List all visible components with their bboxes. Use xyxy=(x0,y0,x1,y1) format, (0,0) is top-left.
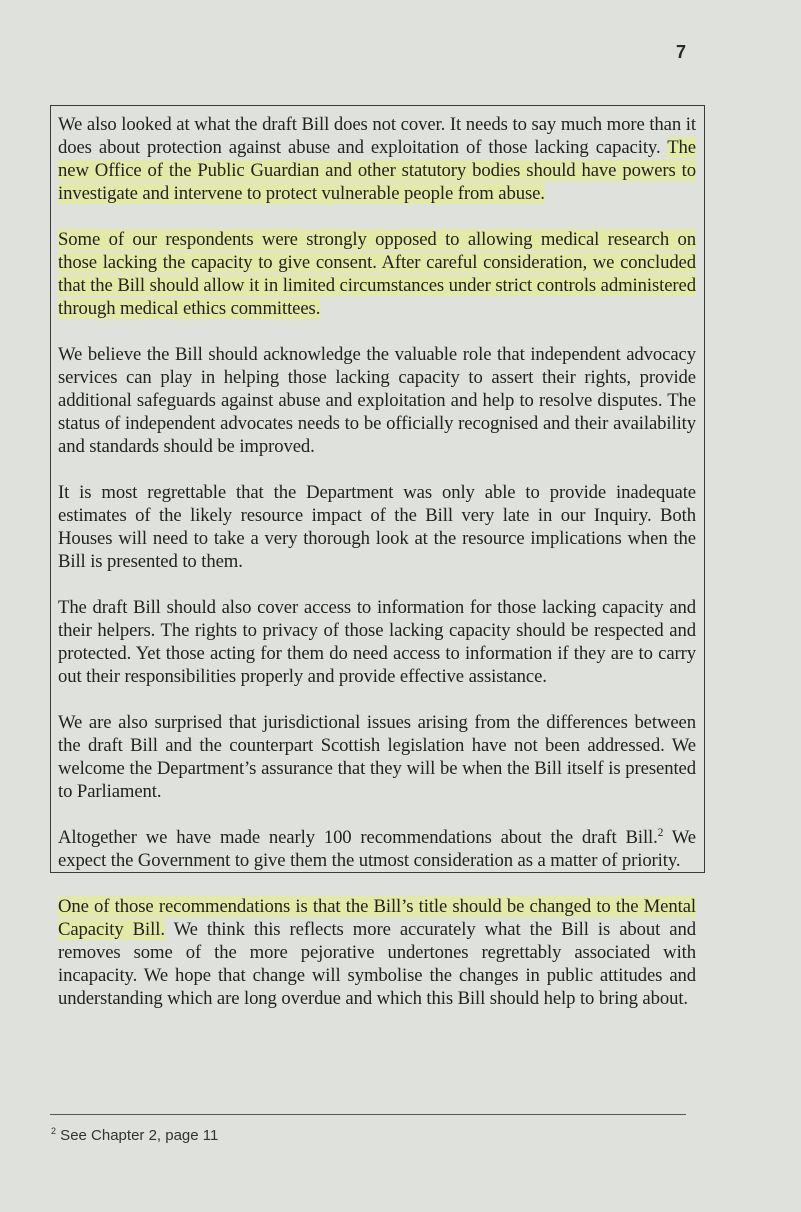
highlighted-text: The new Office of the Public Guardian and other statutory bodies should have powers to investigate and intervene to protect vulnerable people from abuse. xyxy=(58,137,696,204)
paragraph-bill-title xyxy=(58,895,696,1010)
footnote xyxy=(51,1127,218,1144)
footnote-divider xyxy=(50,1114,686,1115)
paragraph-resources: It is most regrettable that the Department was only able to provide inadequate estimates of the likely resource impact of the Bill very late in our Inquiry. Both Houses will need to take a very thorough look at the resource implications when the Bill is presented to them. xyxy=(58,482,696,572)
footnote-marker: 2 xyxy=(51,1126,57,1136)
paragraph-text: We also looked at what the draft Bill does not cover. It needs to say much more than it does about protection against abuse and exploitation of those lacking capacity. xyxy=(58,114,696,158)
paragraph-advocacy: We believe the Bill should acknowledge the valuable role that independent advocacy services can play in helping those lacking capacity to assert their rights, provide additional safeguards against abuse and exploitation and help to resolve disputes. The status of independent advocates needs to be officially recognised and their availability and standards should be improved. xyxy=(58,344,696,457)
paragraph-text: We think this reflects more accurately what the Bill is about and removes some of the more pejorative undertones regrettably associated with incapacity. We hope that change will symbolise the changes in public attitudes and understanding which are long overdue and which this Bill should help to bring about. xyxy=(58,919,696,1009)
paragraph-information-access: The draft Bill should also cover access to information for those lacking capacity and their helpers. The rights to privacy of those lacking capacity should be respected and protected. Yet those acting for them do need access to information if they are to carry out their responsibilities properly and provide effective assistance. xyxy=(58,597,696,687)
paragraph-medical-research xyxy=(58,228,696,320)
paragraph-text: We expect the Government to give them the utmost consideration as a matter of priority. xyxy=(58,827,696,871)
highlighted-text: Some of our respondents were strongly opposed to allowing medical research on those lacking the capacity to give consent. After careful consideration, we concluded that the Bill should allow it in limited circumstances under strict controls administered through medical ethics committees. xyxy=(58,229,696,319)
paragraph-jurisdiction: We are also surprised that jurisdictional issues arising from the differences between the draft Bill and the counterpart Scottish legislation have not been addressed. We welcome the Department’s assurance that they will be when the Bill itself is presented to Parliament. xyxy=(58,712,696,802)
footnote-reference[interactable]: 2 xyxy=(657,826,664,839)
highlighted-text: One of those recommendations is that the Bill’s title should be changed to the Mental Capacity Bill. xyxy=(58,896,696,940)
paragraph-recommendations xyxy=(58,826,696,872)
paragraph-protection xyxy=(58,113,696,205)
paragraph-text: Altogether we have made nearly 100 recommendations about the draft Bill. xyxy=(58,827,658,848)
page-number: 7 xyxy=(676,42,687,62)
footnote-text: See Chapter 2, page 11 xyxy=(56,1127,219,1144)
summary-box xyxy=(50,105,705,1009)
